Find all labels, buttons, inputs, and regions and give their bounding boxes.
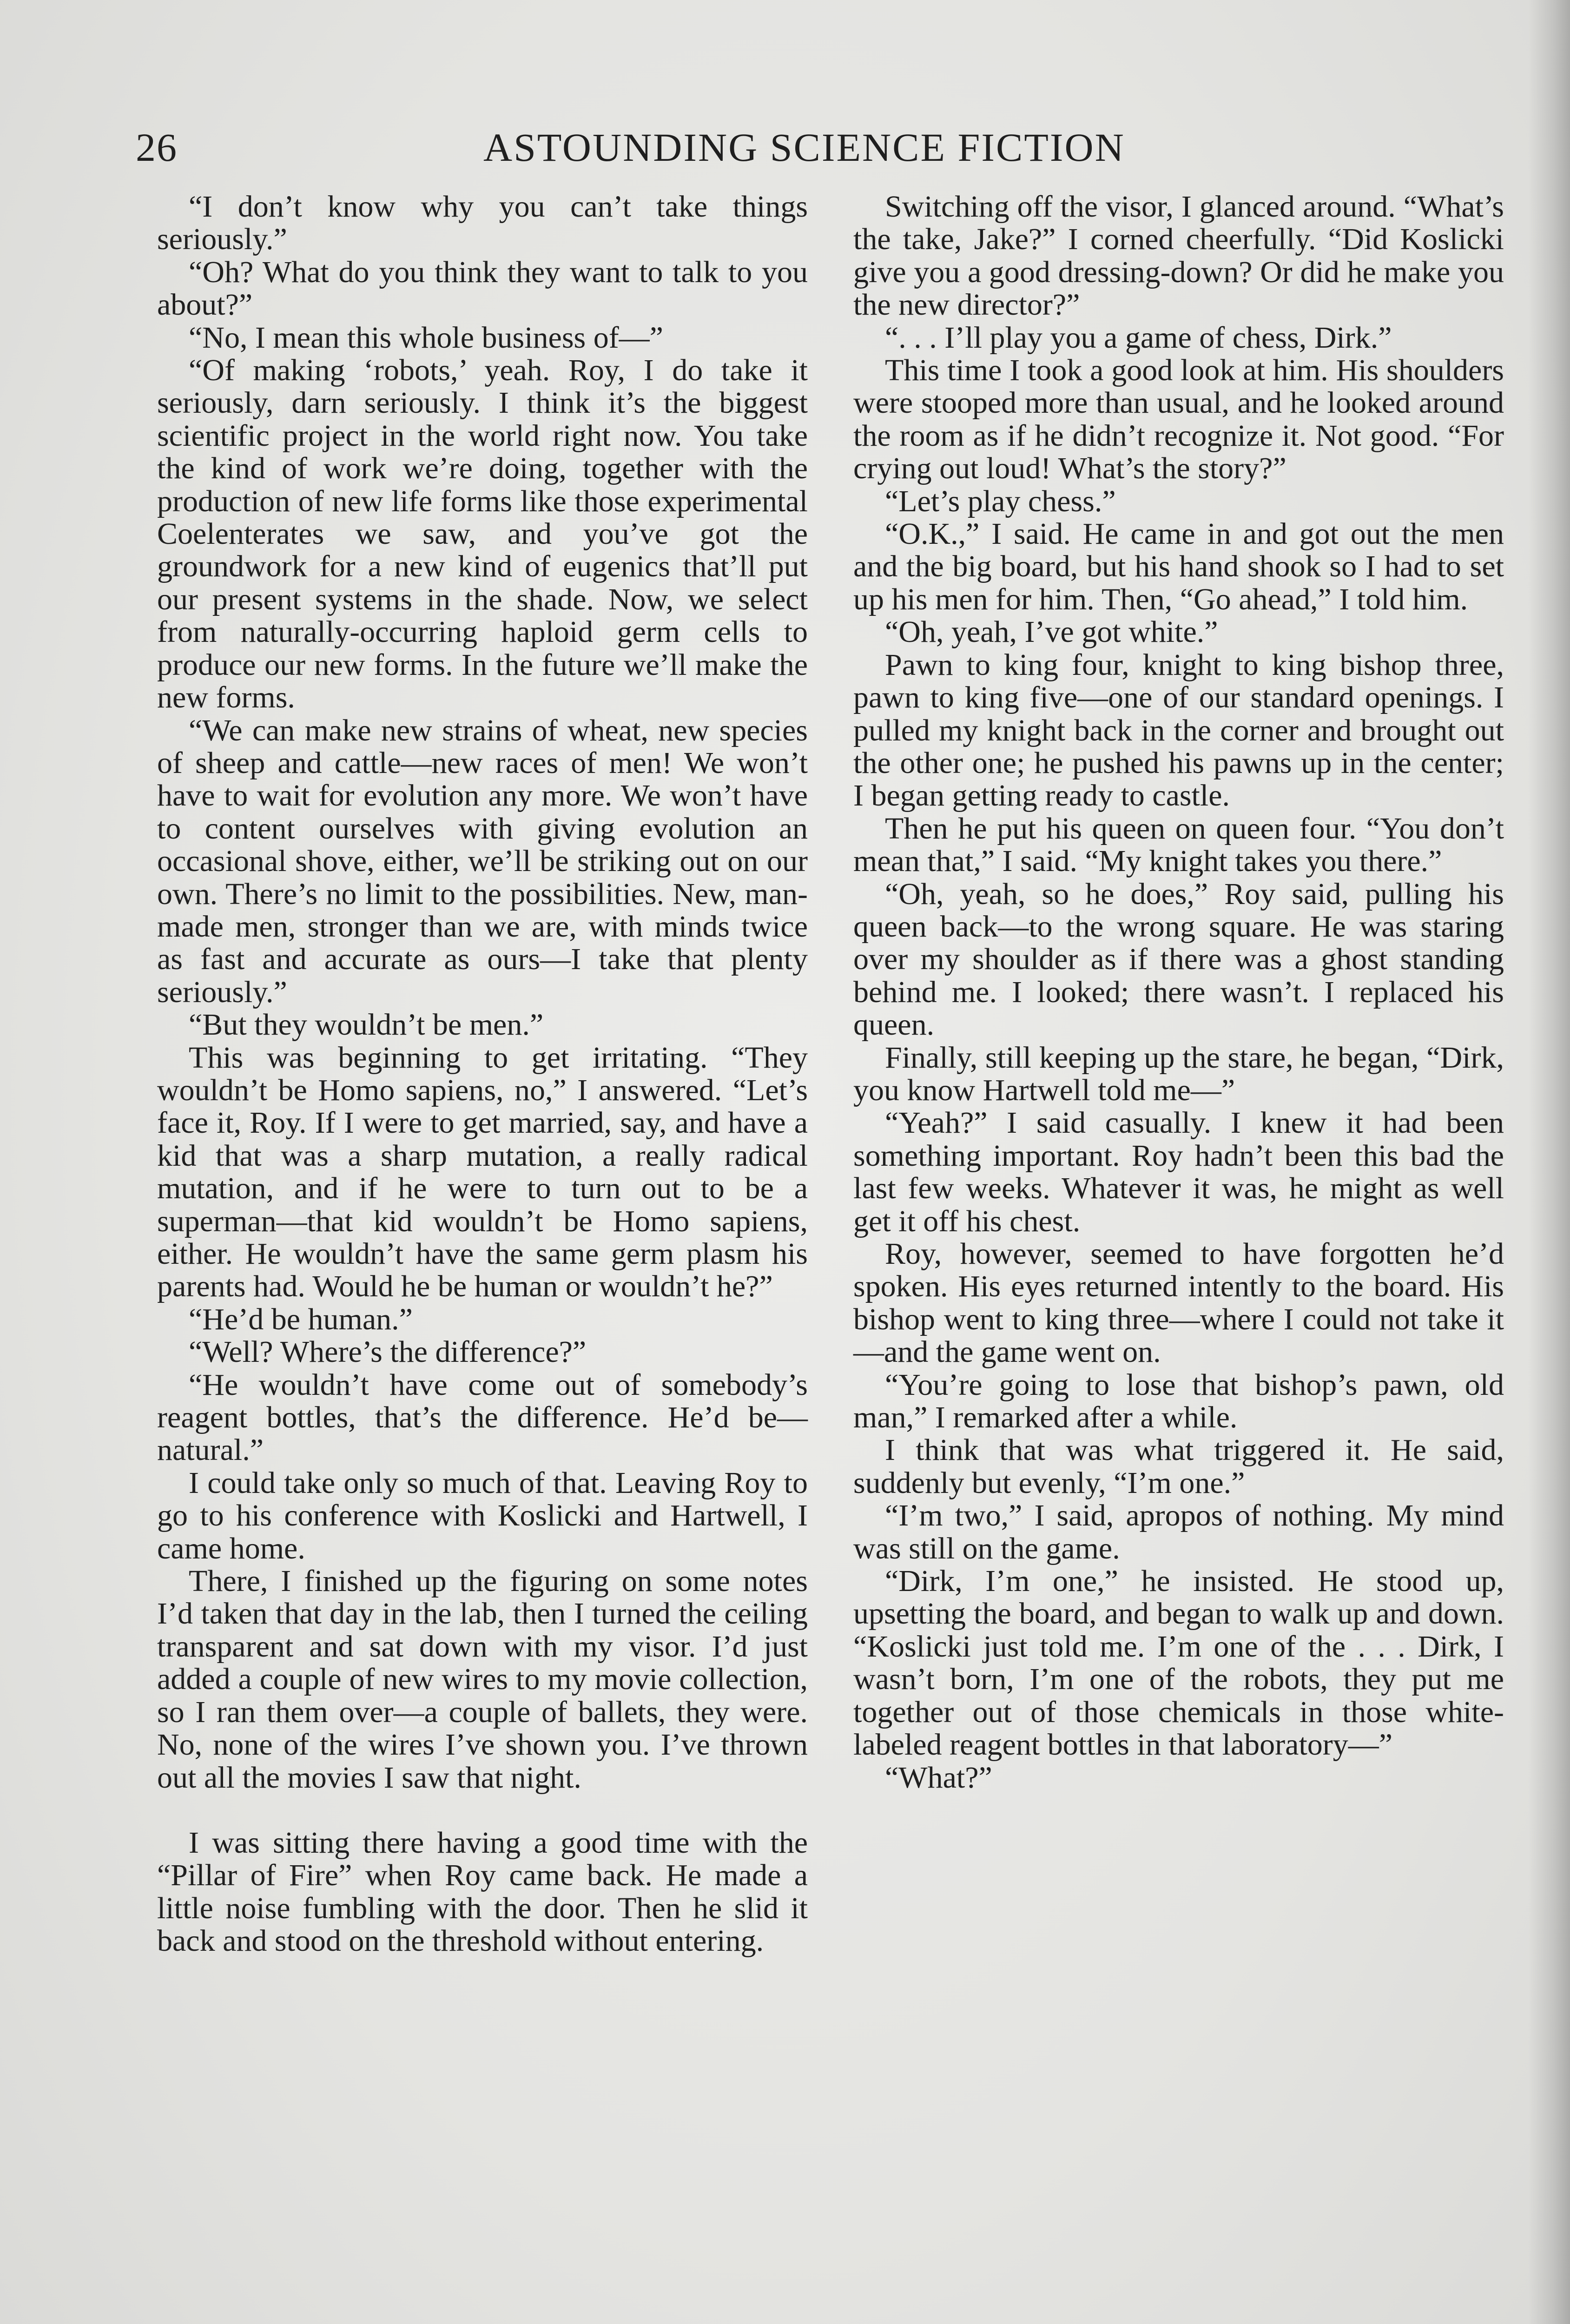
paragraph: “Let’s play chess.” (885, 484, 1116, 518)
paragraph: Switching off the visor, I glanced around. “What’s the take, Jake?” I corned cheerfully. “Did Koslicki give you a good dressing-down? Or did he make you the new director?” (853, 190, 1504, 322)
paragraph: “We can make new strains of wheat, new species of sheep and cattle—new races of men! We won’t have to wait for evolution any more. We won’t have to content ourselves with giving evolution an occasional shove, either, we’ll be striking out on our own. There’s no limit to the possibilities. New, man-made men, stronger than we are, with minds twice as fast and accurate as ours—I take that plenty seriously.” (157, 713, 808, 1009)
paragraph: Then he put his queen on queen four. “You don’t mean that,” I said. “My knight takes you there.” (853, 811, 1504, 878)
paragraph: Roy, however, seemed to have forgotten he’d spoken. His eyes returned intently to the board. His bishop went to king three—where I could not take it—and the game went on. (853, 1237, 1504, 1369)
page-spine-shadow (1528, 0, 1570, 2324)
paragraph: “Well? Where’s the difference?” (189, 1335, 587, 1369)
paragraph: “You’re going to lose that bishop’s pawn, old man,” I remarked after a while. (853, 1367, 1504, 1435)
page-number: 26 (136, 125, 178, 170)
paragraph: “. . . I’ll play you a game of chess, Dirk.” (885, 320, 1392, 355)
paragraph: “O.K.,” I said. He came in and got out the men and the big board, but his hand shook so I had to set up his men for him. Then, “Go ahead,” I told him. (853, 517, 1504, 616)
paragraph: “No, I mean this whole business of—” (189, 320, 663, 355)
paragraph: This time I took a good look at him. His shoulders were stooped more than usual, and he looked around the room as if he didn’t recognize it. Not good. “For crying out loud! What’s the story?” (853, 353, 1504, 486)
paragraph: I could take only so much of that. Leaving Roy to go to his conference with Koslicki and Hartwell, I came home. (157, 1466, 808, 1565)
paragraph: I think that was what triggered it. He said, suddenly but evenly, “I’m one.” (853, 1433, 1504, 1500)
paragraph: “But they wouldn’t be men.” (189, 1008, 544, 1042)
page-header (0, 122, 1570, 173)
paragraph: “He’d be human.” (189, 1302, 413, 1336)
paragraph: I was sitting there having a good time with the “Pillar of Fire” when Roy came back. He made a little noise fumbling with the door. Then he slid it back and stood on the threshold without entering. (157, 1825, 808, 1958)
paragraph: “Of making ‘robots,’ yeah. Roy, I do take it seriously, darn seriously. I think it’s the biggest scientific project in the world right now. You take the kind of work we’re doing, together with the production of new life forms like those experimental Coelenterates we saw, and you’ve got the groundwork for a new kind of eugenics that’ll put our present systems in the shade. Now, we select from naturally-occurring haploid germ cells to produce our new forms. In the future we’ll make the new forms. (157, 353, 808, 715)
paragraph: “Dirk, I’m one,” he insisted. He stood up, upsetting the board, and began to walk up and down. “Koslicki just told me. I’m one of the . . . Dirk, I wasn’t born, I’m one of the robots, they put me together out of those chemicals in those white-labeled reagent bottles in that laboratory—” (853, 1564, 1504, 1762)
paragraph: There, I finished up the figuring on some notes I’d taken that day in the lab, then I turned the ceiling transparent and sat down with my visor. I’d just added a couple of new wires to my movie collection, so I ran them over—a couple of ballets, they were. No, none of the wires I’ve shown you. I’ve thrown out all the movies I saw that night. (157, 1564, 808, 1795)
paragraph: “Oh, yeah, I’ve got white.” (885, 615, 1218, 649)
left-text-column (157, 191, 808, 1958)
paragraph: “Oh, yeah, so he does,” Roy said, pulling his queen back—to the wrong square. He was staring over my shoulder as if there was a ghost standing behind me. I looked; there wasn’t. I replaced his queen. (853, 877, 1504, 1042)
paragraph: This was beginning to get irritating. “They wouldn’t be Homo sapiens, no,” I answered. “Let’s face it, Roy. If I were to get married, say, and have a kid that was a sharp mutation, a really radical mutation, and if he were to turn out to be a superman—that kid wouldn’t be Homo sapiens, either. He wouldn’t have the same germ plasm his parents had. Would he be human or wouldn’t he?” (157, 1040, 808, 1304)
paragraph: Finally, still keeping up the stare, he began, “Dirk, you know Hartwell told me—” (853, 1040, 1504, 1107)
paragraph: “I don’t know why you can’t take things seriously.” (157, 190, 808, 257)
paragraph: “He wouldn’t have come out of somebody’s reagent bottles, that’s the difference. He’d be—natural.” (157, 1367, 808, 1467)
paragraph: “Yeah?” I said casually. I knew it had been something important. Roy hadn’t been this bad the last few weeks. Whatever it was, he might as well get it off his chest. (853, 1106, 1504, 1238)
running-title: ASTOUNDING SCIENCE FICTION (483, 125, 1125, 170)
paragraph: Pawn to king four, knight to king bishop three, pawn to king five—one of our standard openings. I pulled my knight back in the corner and brought out the other one; he pushed his pawns up in the center; I began getting ready to castle. (853, 647, 1504, 813)
paragraph: “I’m two,” I said, apropos of nothing. My mind was still on the game. (853, 1499, 1504, 1565)
paragraph: “What?” (885, 1760, 992, 1795)
paragraph: “Oh? What do you think they want to talk to you about?” (157, 255, 808, 322)
right-text-column (853, 191, 1504, 1794)
